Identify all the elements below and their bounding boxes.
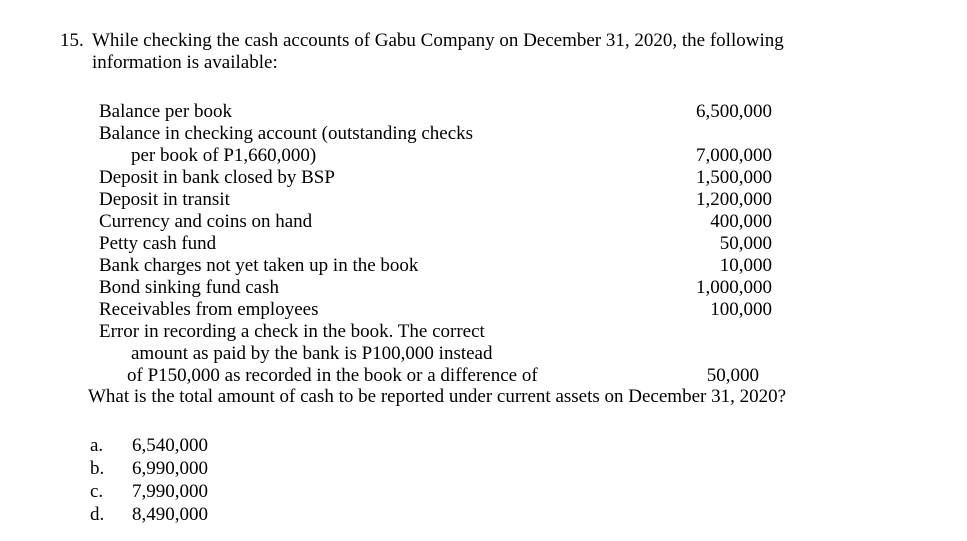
item-row bbox=[99, 101, 799, 123]
item-label: Balance in checking account (outstanding checks bbox=[99, 123, 474, 144]
question-header bbox=[60, 30, 940, 74]
item-row bbox=[99, 189, 799, 211]
question-number: 15. bbox=[60, 30, 84, 51]
item-row bbox=[99, 211, 799, 233]
item-row bbox=[99, 255, 799, 277]
item-amount: 6,500,000 bbox=[696, 101, 772, 122]
item-amount: 50,000 bbox=[719, 233, 772, 254]
item-row bbox=[99, 321, 799, 343]
item-row bbox=[99, 277, 799, 299]
cash-items-list bbox=[99, 101, 799, 387]
item-row bbox=[99, 343, 799, 365]
choice-a[interactable] bbox=[90, 435, 208, 458]
item-row bbox=[99, 145, 799, 167]
item-row bbox=[99, 167, 799, 189]
item-row bbox=[99, 233, 799, 255]
choice-value: 6,540,000 bbox=[132, 435, 208, 456]
item-amount: 50,000 bbox=[706, 365, 759, 386]
item-label: per book of P1,660,000) bbox=[131, 145, 317, 166]
choice-letter: a. bbox=[90, 435, 104, 456]
item-label: Deposit in transit bbox=[99, 189, 230, 210]
item-label: Receivables from employees bbox=[99, 299, 319, 320]
item-amount: 400,000 bbox=[710, 211, 772, 232]
item-row bbox=[99, 365, 799, 387]
answer-choices bbox=[90, 435, 208, 527]
item-label: Currency and coins on hand bbox=[99, 211, 313, 232]
item-label: Balance per book bbox=[99, 101, 232, 122]
choice-value: 6,990,000 bbox=[132, 458, 208, 479]
item-amount: 100,000 bbox=[710, 299, 772, 320]
item-label: of P150,000 as recorded in the book or a difference of bbox=[127, 365, 538, 386]
item-label: Deposit in bank closed by BSP bbox=[99, 167, 335, 188]
question-text-line-1: While checking the cash accounts of Gabu Company on December 31, 2020, the following bbox=[92, 30, 784, 51]
item-label: Bond sinking fund cash bbox=[99, 277, 279, 298]
choice-b[interactable] bbox=[90, 458, 208, 481]
item-label: Error in recording a check in the book. The correct bbox=[99, 321, 485, 342]
question-line-1 bbox=[60, 30, 940, 52]
item-label: Bank charges not yet taken up in the book bbox=[99, 255, 419, 276]
item-amount: 1,200,000 bbox=[696, 189, 772, 210]
choice-c[interactable] bbox=[90, 481, 208, 504]
choice-d[interactable] bbox=[90, 504, 208, 527]
choice-value: 7,990,000 bbox=[132, 481, 208, 502]
item-amount: 1,000,000 bbox=[696, 277, 772, 298]
item-label: amount as paid by the bank is P100,000 instead bbox=[131, 343, 493, 364]
choice-letter: c. bbox=[90, 481, 104, 502]
choice-letter: d. bbox=[90, 504, 105, 525]
item-label: Petty cash fund bbox=[99, 233, 217, 254]
item-amount: 10,000 bbox=[719, 255, 772, 276]
choice-value: 8,490,000 bbox=[132, 504, 208, 525]
item-amount: 7,000,000 bbox=[696, 145, 772, 166]
item-row bbox=[99, 123, 799, 145]
choice-letter: b. bbox=[90, 458, 105, 479]
question-text-line-2: information is available: bbox=[92, 52, 278, 73]
item-row bbox=[99, 299, 799, 321]
item-amount: 1,500,000 bbox=[696, 167, 772, 188]
final-question: What is the total amount of cash to be reported under current assets on December 31, 2020? bbox=[88, 386, 787, 407]
